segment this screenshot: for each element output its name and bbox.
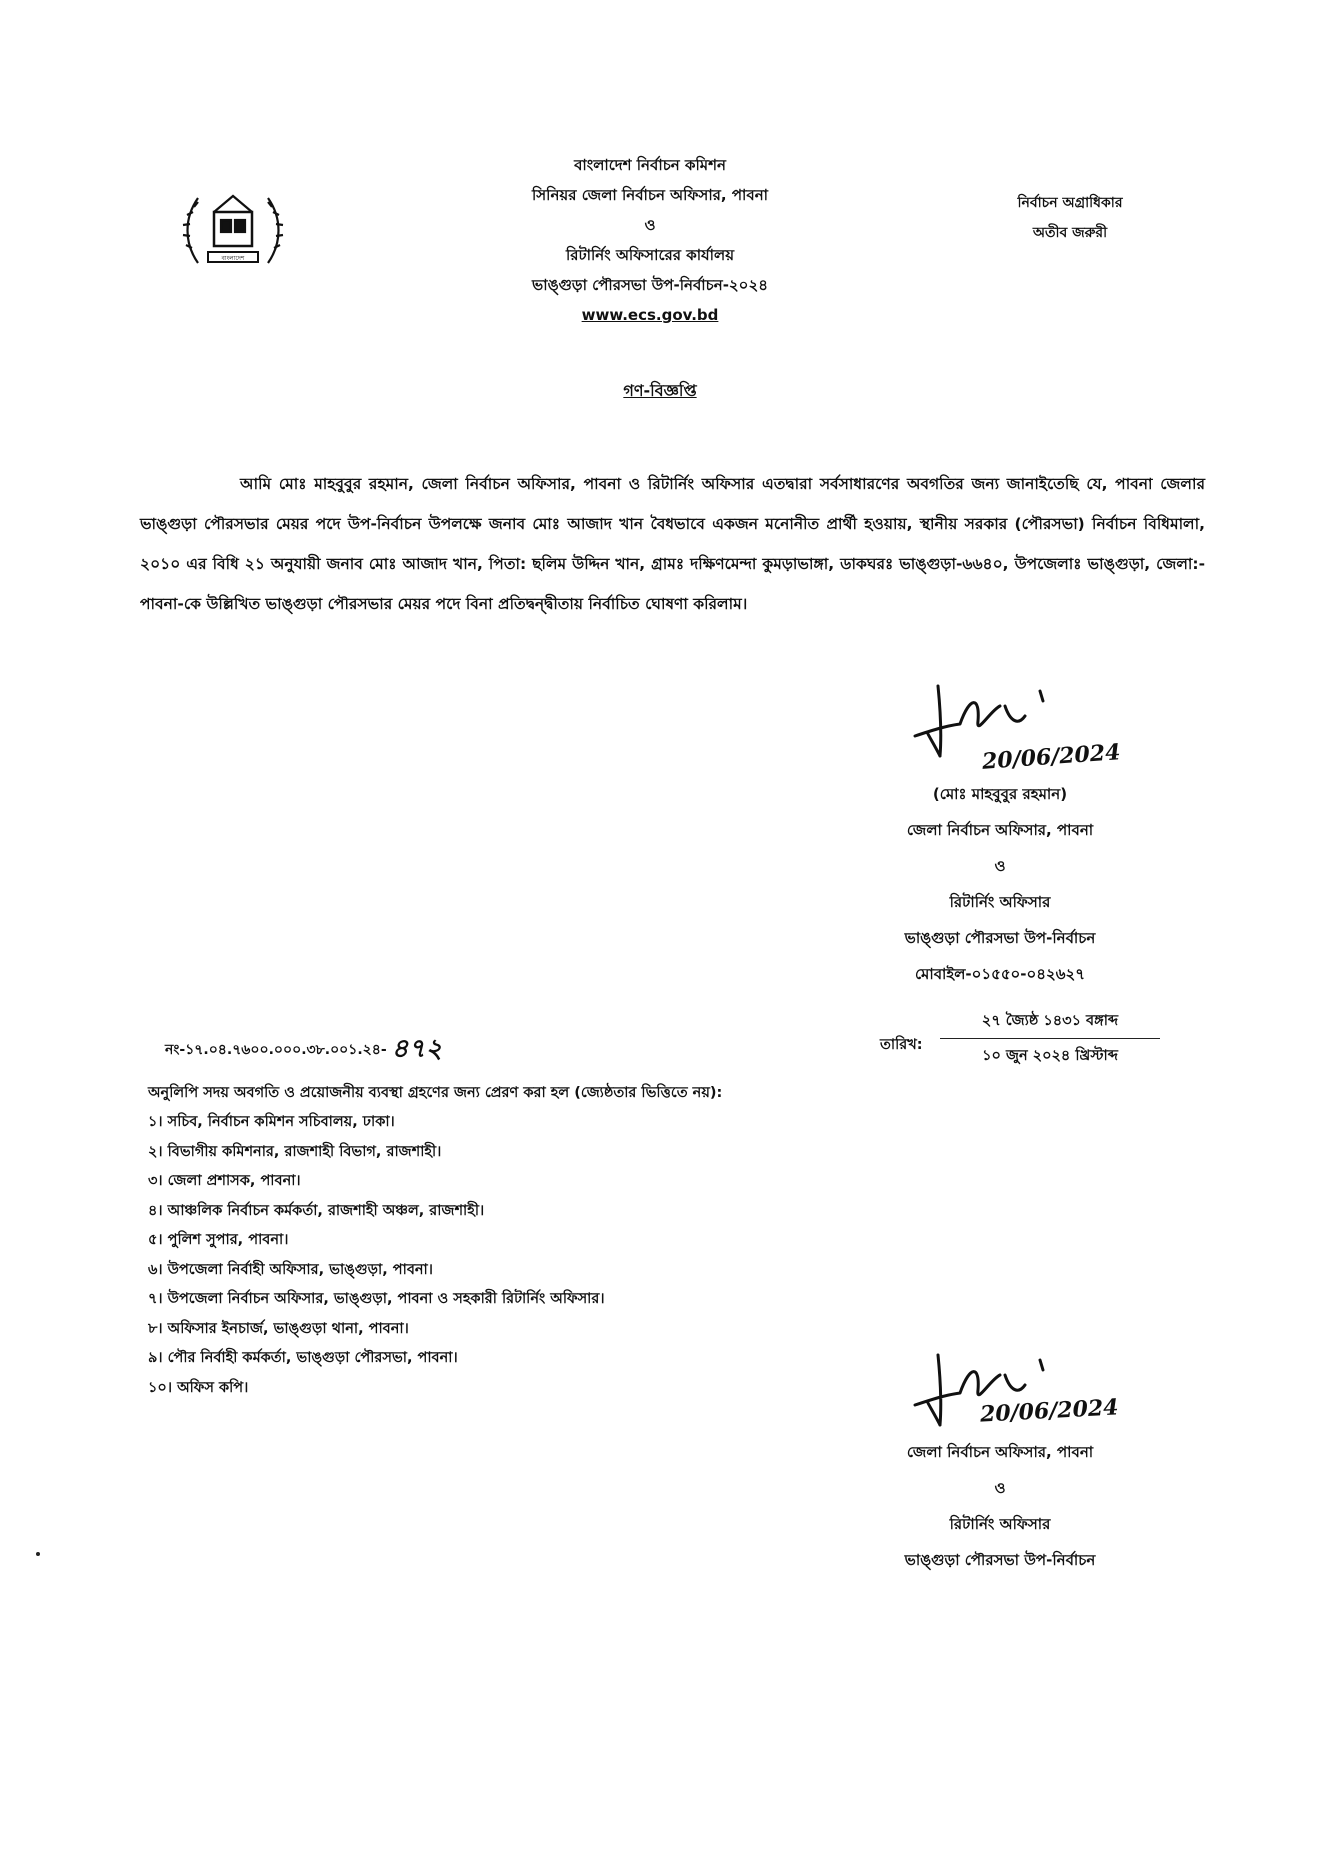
list-item: ১। সচিব, নির্বাচন কমিশন সচিবালয়, ঢাকা।	[148, 1114, 395, 1130]
memo-number	[165, 1028, 442, 1072]
signatory-mobile: মোবাইল-০১৫৫০-০৪২৬২৭	[914, 965, 1086, 983]
election-commission-seal-icon	[178, 178, 288, 288]
signature-block	[850, 776, 1150, 992]
notice-body: আমি মোঃ মাহবুবুর রহমান, জেলা নির্বাচন অফিসার, পাবনা ও রিটার্নিং অফিসার এতদ্বারা সর্বসাধারণের অবগতির জন্য জানাইতেছি যে, পাবনা জেলার ভাঙ্গুড়া পৌরসভার মেয়র পদে উপ-নির্বাচন উপলক্ষে জনাব মোঃ আজাদ খান বৈধভাবে একজন মনোনীত প্রার্থী হওয়ায়, স্থানীয় সরকার (পৌরসভা) নির্বাচন বিধিমালা, ২০১০ এর বিধি ২১ অনুযায়ী জনাব মোঃ আজাদ খান, পিতা: ছলিম উদ্দিন খান, গ্রামঃ দক্ষিণমেন্দা কুমড়াভাঙ্গা, ডাকঘরঃ ভাঙ্গুড়া-৬৬৪০, উপজেলাঃ ভাঙ্গুড়া, জেলা:- পাবনা-কে উল্লিখিত ভাঙ্গুড়া পৌরসভার মেয়র পদে বিনা প্রতিদ্বন্দ্বীতায় নির্বাচিত ঘোষণা করিলাম।	[140, 475, 1205, 613]
header-and: ও	[644, 216, 656, 234]
list-item: ৭। উপজেলা নির্বাচন অফিসার, ভাঙ্গুড়া, পাবনা ও সহকারী রিটার্নিং অফিসার।	[148, 1291, 605, 1307]
signature-date: 20/06/2024	[979, 1394, 1120, 1428]
date-gregorian: ১০ জুন ২০২৪ খ্রিস্টাব্দ	[982, 1048, 1118, 1064]
priority-line-1: নির্বাচন অগ্রাধিকার	[1017, 195, 1123, 211]
list-item: ২। বিভাগীয় কমিশনার, রাজশাহী বিভাগ, রাজশাহী।	[148, 1143, 442, 1160]
scan-speck	[36, 1552, 40, 1556]
priority-note	[990, 188, 1150, 248]
priority-line-2: অতীব জরুরী	[1032, 225, 1108, 241]
date-label: তারিখ:	[880, 1037, 923, 1053]
office-name: সিনিয়র জেলা নির্বাচন অফিসার, পাবনা	[531, 186, 769, 204]
list-item: ৬। উপজেলা নির্বাহী অফিসার, ভাঙ্গুড়া, পাবনা।	[148, 1261, 433, 1278]
signatory-role: রিটার্নিং অফিসার	[949, 1515, 1051, 1533]
copy-intro: অনুলিপি সদয় অবগতি ও প্রয়োজনীয় ব্যবস্থা গ্রহণের জন্য প্রেরণ করা হল (জ্যেষ্ঠতার ভিত্তিতে নয়):	[148, 1085, 723, 1101]
page-title: গণ-বিজ্ঞপ্তি	[623, 381, 697, 400]
signatory-election: ভাঙ্গুড়া পৌরসভা উপ-নির্বাচন	[904, 1551, 1096, 1569]
list-item: ৪। আঞ্চলিক নির্বাচন কর্মকর্তা, রাজশাহী অঞ্চল, রাজশাহী।	[148, 1202, 485, 1219]
signature-block	[850, 1434, 1150, 1578]
office-name-2: রিটার্নিং অফিসারের কার্যালয়	[565, 246, 735, 264]
signatory-and: ও	[994, 857, 1006, 875]
signatory-name: (মোঃ মাহবুবুর রহমান)	[932, 785, 1068, 803]
memo-handwritten-number: ৪৭২	[391, 1034, 443, 1064]
copy-list	[148, 1108, 605, 1403]
letterhead	[440, 150, 860, 330]
election-name: ভাঙ্গুড়া পৌরসভা উপ-নির্বাচন-২০২৪	[532, 276, 768, 294]
date-bangla: ২৭ জ্যৈষ্ঠ ১৪৩১ বঙ্গাব্দ	[940, 1010, 1160, 1039]
seal-text: বাংলাদেশ	[221, 255, 245, 262]
list-item: ৯। পৌর নির্বাহী কর্মকর্তা, ভাঙ্গুড়া পৌরসভা, পাবনা।	[148, 1350, 458, 1366]
memo-number-text: নং-১৭.০৪.৭৬০০.০০০.৩৮.০০১.২৪-	[165, 1042, 387, 1058]
signatory-election: ভাঙ্গুড়া পৌরসভা উপ-নির্বাচন	[904, 929, 1096, 947]
list-item: ৫। পুলিশ সুপার, পাবনা।	[148, 1232, 289, 1248]
website-link[interactable]: www.ecs.gov.bd	[581, 306, 719, 324]
signatory-and: ও	[994, 1479, 1006, 1497]
signature-date: 20/06/2024	[981, 739, 1122, 775]
signatory-designation: জেলা নির্বাচন অফিসার, পাবনা	[906, 821, 1094, 839]
date-block	[940, 1010, 1160, 1069]
signatory-designation: জেলা নির্বাচন অফিসার, পাবনা	[906, 1443, 1094, 1461]
signatory-role: রিটার্নিং অফিসার	[949, 893, 1051, 911]
list-item: ১০। অফিস কপি।	[148, 1379, 249, 1396]
org-name: বাংলাদেশ নির্বাচন কমিশন	[574, 156, 726, 174]
list-item: ৩। জেলা প্রশাসক, পাবনা।	[148, 1173, 301, 1189]
list-item: ৮। অফিসার ইনচার্জ, ভাঙ্গুড়া থানা, পাবনা।	[148, 1320, 409, 1337]
